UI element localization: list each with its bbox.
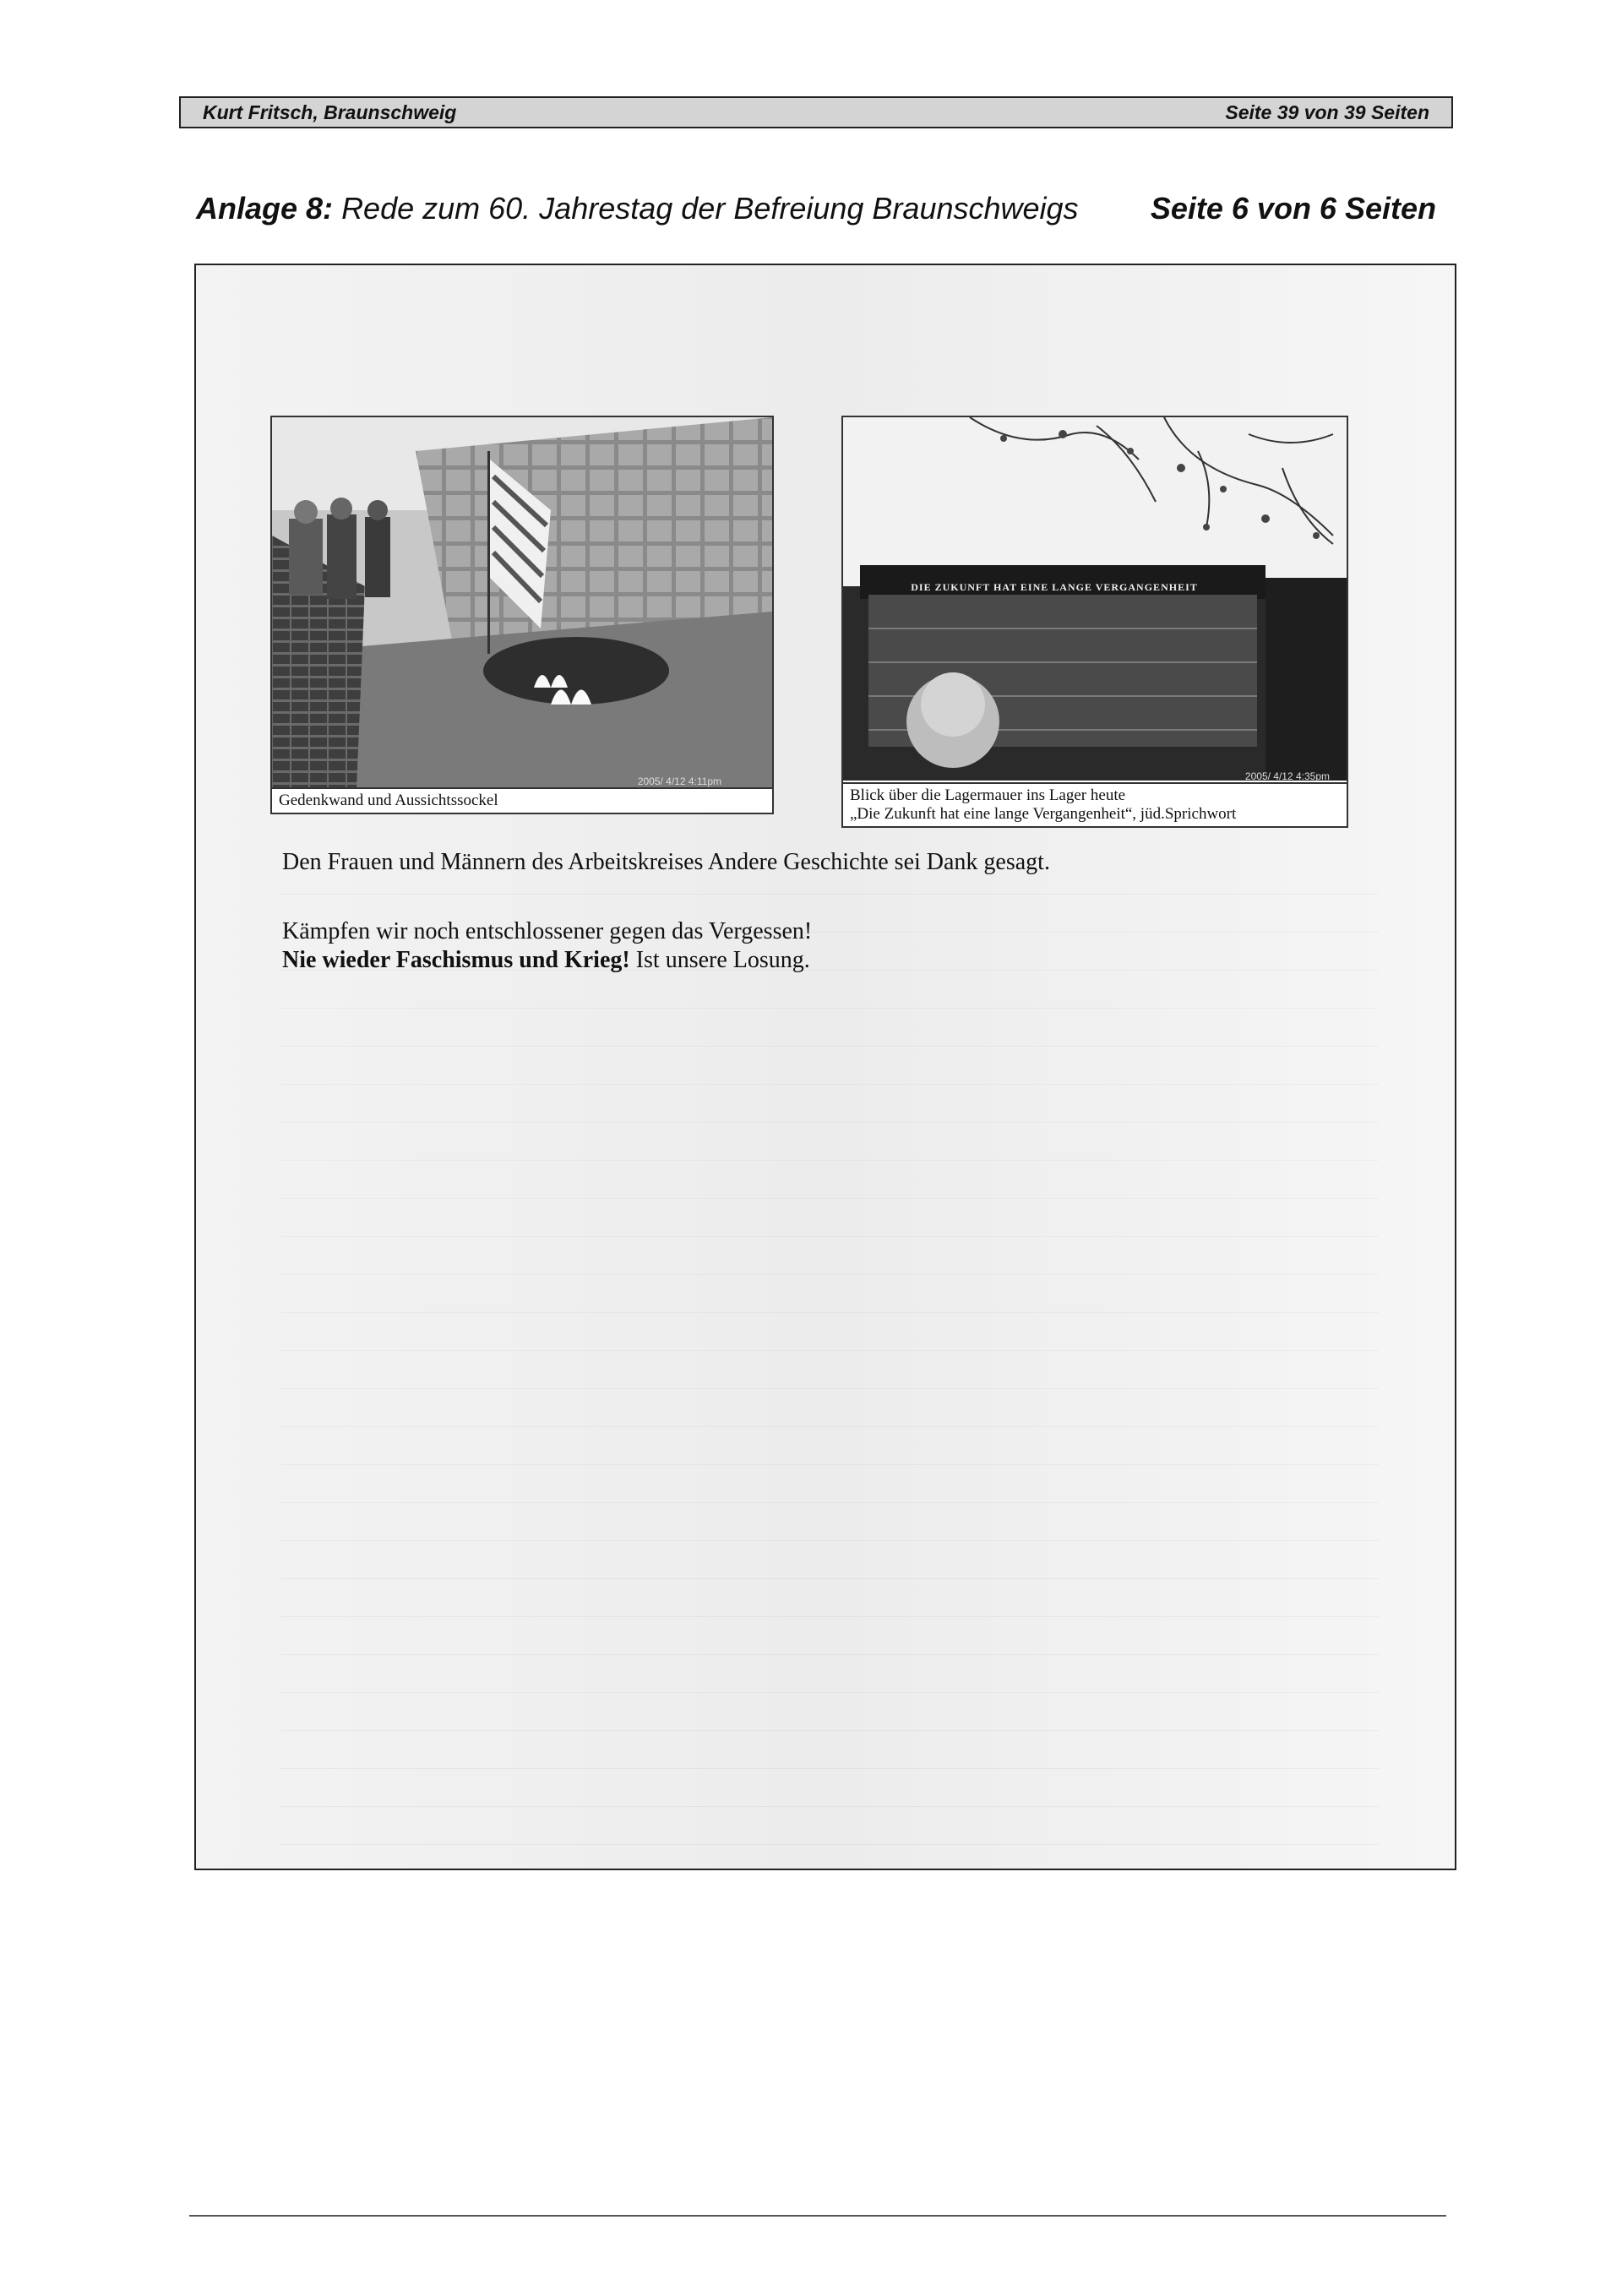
closing-line-1: Kämpfen wir noch entschlossener gegen das Vergessen! — [282, 918, 813, 944]
closing-slogan: Nie wieder Faschismus und Krieg! — [282, 947, 630, 973]
closing-slogan-rest: Ist unsere Losung. — [629, 947, 810, 973]
appendix-title-text: Rede zum 60. Jahrestag der Befreiung Braunschweigs — [341, 191, 1079, 226]
photo-caption-right-line1: Blick über die Lagermauer ins Lager heute — [850, 786, 1126, 804]
closing-line-2 — [282, 946, 812, 975]
scanned-page — [194, 264, 1456, 1870]
memorial-wall-image — [272, 417, 772, 789]
header-author: Kurt Fritsch, Braunschweig — [203, 101, 457, 123]
closing-call — [282, 917, 812, 975]
camp-wall-sign: DIE ZUKUNFT HAT EINE LANGE VERGANGENHEIT — [911, 581, 1198, 593]
photo-caption-left: Gedenkwand und Aussichtssockel — [272, 787, 772, 813]
photo-timestamp-right: 2005/ 4/12 4:35pm — [1244, 770, 1330, 782]
show-through-background — [280, 857, 1379, 1870]
photo-camp-wall — [841, 416, 1348, 828]
photo-caption-right-line2: „Die Zukunft hat eine lange Vergangenheit“, jüd.Sprichwort — [850, 805, 1237, 823]
appendix-label: Anlage 8: — [196, 191, 334, 226]
running-header — [179, 96, 1453, 128]
appendix-title — [196, 191, 1079, 226]
thanks-sentence: Den Frauen und Männern des Arbeitskreises Andere Geschichte sei Dank gesagt. — [282, 849, 1050, 875]
header-page-number: Seite 39 von 39 Seiten — [1225, 101, 1429, 123]
appendix-page: Seite 6 von 6 Seiten — [1150, 191, 1436, 226]
photo-timestamp-left: 2005/ 4/12 4:11pm — [637, 775, 721, 787]
footer-divider — [189, 2215, 1446, 2217]
camp-wall-image — [843, 417, 1347, 781]
photo-memorial-wall — [270, 416, 774, 814]
photo-caption-right — [843, 782, 1347, 826]
appendix-heading — [196, 191, 1436, 226]
